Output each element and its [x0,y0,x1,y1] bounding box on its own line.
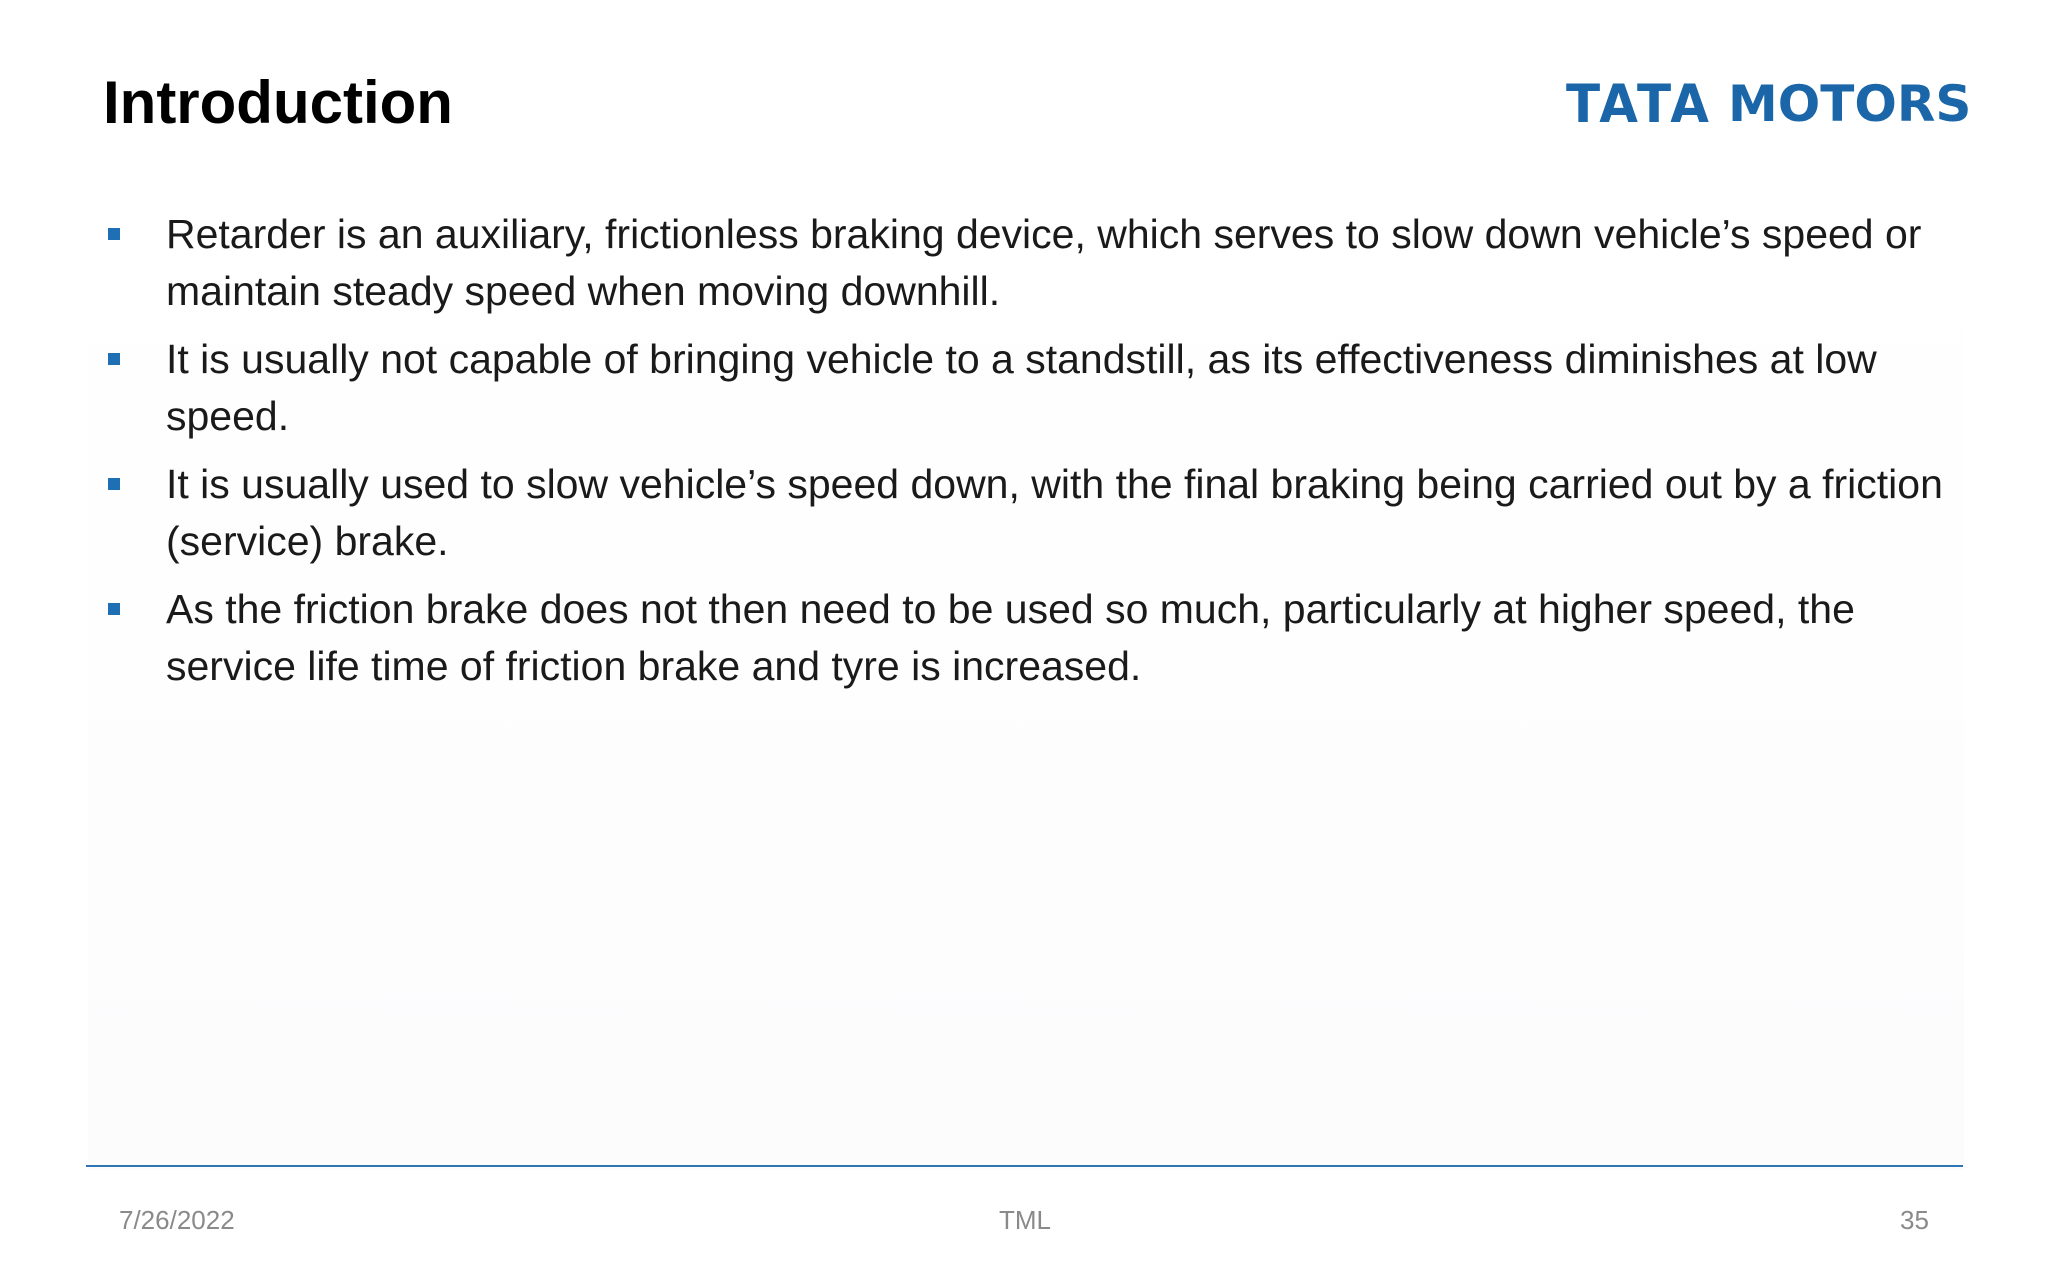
footer-date: 7/26/2022 [119,1205,235,1235]
bullet-list [104,206,1964,706]
bullet-text: It is usually used to slow vehicle’s speed down, with the final braking being carried out by a friction (service) brake. [166,461,1943,564]
bullet-text: Retarder is an auxiliary, frictionless braking device, which serves to slow down vehicle’s speed or maintain steady speed when moving downhill. [166,211,1922,314]
square-bullet-icon [108,478,120,490]
tata-motors-logo [1566,73,1972,135]
bullet-text: It is usually not capable of bringing vehicle to a standstill, as its effectiveness diminishes at low speed. [166,336,1877,439]
square-bullet-icon [108,603,120,615]
square-bullet-icon [108,353,120,365]
page-number: 35 [1900,1205,1929,1235]
bullet-item [104,456,1964,570]
bullet-text: As the friction brake does not then need to be used so much, particularly at higher speed, the service life time of friction brake and tyre is increased. [166,586,1855,689]
footer-divider [86,1165,1963,1167]
bullet-item [104,581,1964,695]
logo-word-motors: MOTORS [1727,75,1972,133]
bullet-item [104,331,1964,445]
bullet-item [104,206,1964,320]
footer-label: TML [999,1205,1051,1235]
square-bullet-icon [108,228,120,240]
slide-title: Introduction [103,69,453,136]
logo-word-tata: TATA [1566,73,1712,135]
